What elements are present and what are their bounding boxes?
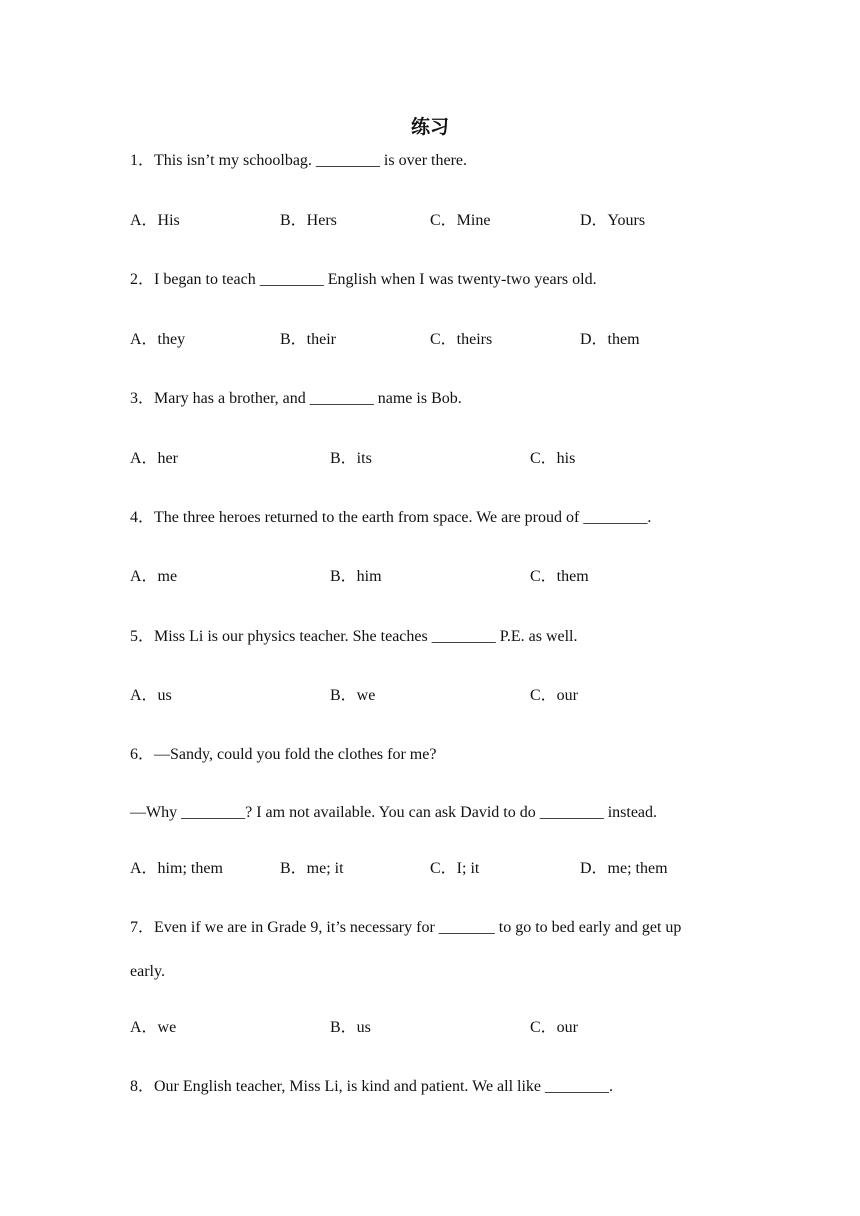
question-6-option-d: D．me; them <box>580 860 668 877</box>
question-5-option-b: B．we <box>330 687 376 704</box>
question-6-stem-continued: —Why ________? I am not available. You can ask David to do ________ instead. <box>130 804 658 821</box>
question-6-option-a: A．him; them <box>130 860 223 877</box>
question-7-option-b: B．us <box>330 1019 371 1036</box>
question-4-option-a: A．me <box>130 568 178 585</box>
question-1-option-c: C．Mine <box>430 212 491 229</box>
question-8-stem: 8．Our English teacher, Miss Li, is kind and patient. We all like ________. <box>130 1078 614 1095</box>
question-3-stem: 3．Mary has a brother, and ________ name is Bob. <box>130 390 462 407</box>
question-1-option-b: B．Hers <box>280 212 337 229</box>
question-5-option-c: C．our <box>530 687 579 704</box>
question-7-option-a: A．we <box>130 1019 177 1036</box>
question-1-option-d: D．Yours <box>580 212 646 229</box>
question-6-option-b: B．me; it <box>280 860 344 877</box>
question-5-option-a: A．us <box>130 687 172 704</box>
question-7-option-c: C．our <box>530 1019 579 1036</box>
question-7-stem-continued: early. <box>130 963 165 980</box>
question-2-option-a: A．they <box>130 331 186 348</box>
question-6-option-c: C．I; it <box>430 860 480 877</box>
question-2-option-c: C．theirs <box>430 331 493 348</box>
question-4-stem: 4．The three heroes returned to the earth from space. We are proud of ________. <box>130 509 652 526</box>
page-title: 练习 <box>410 116 449 138</box>
question-1-option-a: A．His <box>130 212 180 229</box>
question-3-option-b: B．its <box>330 450 372 467</box>
question-5-stem: 5．Miss Li is our physics teacher. She teaches ________ P.E. as well. <box>130 628 578 645</box>
question-3-option-a: A．her <box>130 450 178 467</box>
question-4-option-c: C．them <box>530 568 589 585</box>
question-3-option-c: C．his <box>530 450 576 467</box>
question-2-stem: 2．I began to teach ________ English when I was twenty-two years old. <box>130 271 597 288</box>
question-1-stem: 1．This isn’t my schoolbag. ________ is over there. <box>130 152 468 169</box>
question-2-option-d: D．them <box>580 331 640 348</box>
question-2-option-b: B．their <box>280 331 336 348</box>
question-4-option-b: B．him <box>330 568 382 585</box>
question-6-stem: 6．—Sandy, could you fold the clothes for me? <box>130 746 437 763</box>
question-7-stem: 7．Even if we are in Grade 9, it’s necessary for _______ to go to bed early and get up <box>130 919 682 936</box>
